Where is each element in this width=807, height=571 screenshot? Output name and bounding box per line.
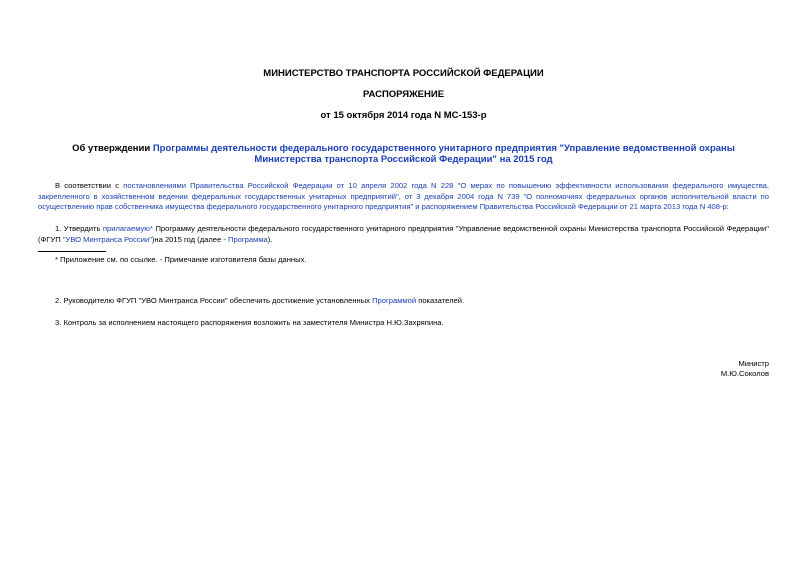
document-type-heading: РАСПОРЯЖЕНИЕ: [362, 89, 445, 100]
document-title: [38, 143, 769, 165]
paragraph-head-start: 2. Руководителю ФГУП "УВО Минтранса России" обеспечить достижение установленных: [55, 296, 373, 305]
paragraph-basis-start: В соответствии с: [55, 181, 124, 190]
footnote-text: * Приложение см. по ссылке. - Примечание изготовителя базы данных.: [55, 255, 307, 264]
footnote-divider: [38, 251, 106, 252]
ministry-heading: МИНИСТЕРСТВО ТРАНСПОРТА РОССИЙСКОЙ ФЕДЕРАЦИИ: [263, 68, 544, 79]
program-link[interactable]: Программа: [227, 234, 268, 244]
signature-name: М.Ю.Соколов: [720, 369, 769, 378]
paragraph-approve-middle: Программу деятельности федерального государственного унитарного предприятия "Управление ведомственной охраны Министерства транспорта Российской Федерации" (ФГУП: [38, 224, 769, 244]
document-date-number: от 15 октября 2014 года N МС-153-р: [320, 110, 487, 121]
paragraph-approve-start: 1. Утвердить: [55, 224, 103, 233]
program-indicators-link[interactable]: Программой: [372, 296, 417, 305]
paragraph-basis: [38, 181, 769, 213]
paragraph-approve-end: ).: [267, 234, 273, 244]
title-program-link[interactable]: Программы деятельности федерального государственного унитарного предприятия "Управление ведомственной охраны Министерства транспорта Российской Федерации" на 2015 год: [152, 143, 735, 165]
uvo-mintrans-link[interactable]: "УВО Минтранса России": [62, 234, 152, 244]
paragraph-basis-end: :: [726, 202, 729, 211]
paragraph-head-end: показателей.: [416, 296, 465, 305]
paragraph-approve-middle2: )на 2015 год (далее -: [151, 234, 228, 244]
paragraph-approve: [38, 224, 769, 245]
paragraph-head: [55, 296, 464, 305]
paragraph-control: 3. Контроль за исполнением настоящего распоряжения возложить на заместителя Министра Н.Ю.Захряпина.: [55, 318, 444, 327]
government-resolutions-link[interactable]: постановлениями Правительства Российской Федерации от 10 апреля 2002 года N 228 "О мерах по повышению эффективности использования федерального имущества, закрепленного в хозяйственном ведении федеральных государственных унитарных предприятий", от 3 декабря 2004 года N 739 "О полномочиях федеральных органов исполнительной власти по осуществлению прав собственника имущества федерального государственного унитарного предприятия" и распоряжением Правительства Российской Федерации от 21 марта 2013 года N 408-р: [38, 181, 769, 211]
title-prefix: Об утверждении: [72, 143, 153, 154]
attached-program-link[interactable]: прилагаемую*: [102, 224, 153, 233]
signature-position: Министр: [738, 359, 769, 368]
